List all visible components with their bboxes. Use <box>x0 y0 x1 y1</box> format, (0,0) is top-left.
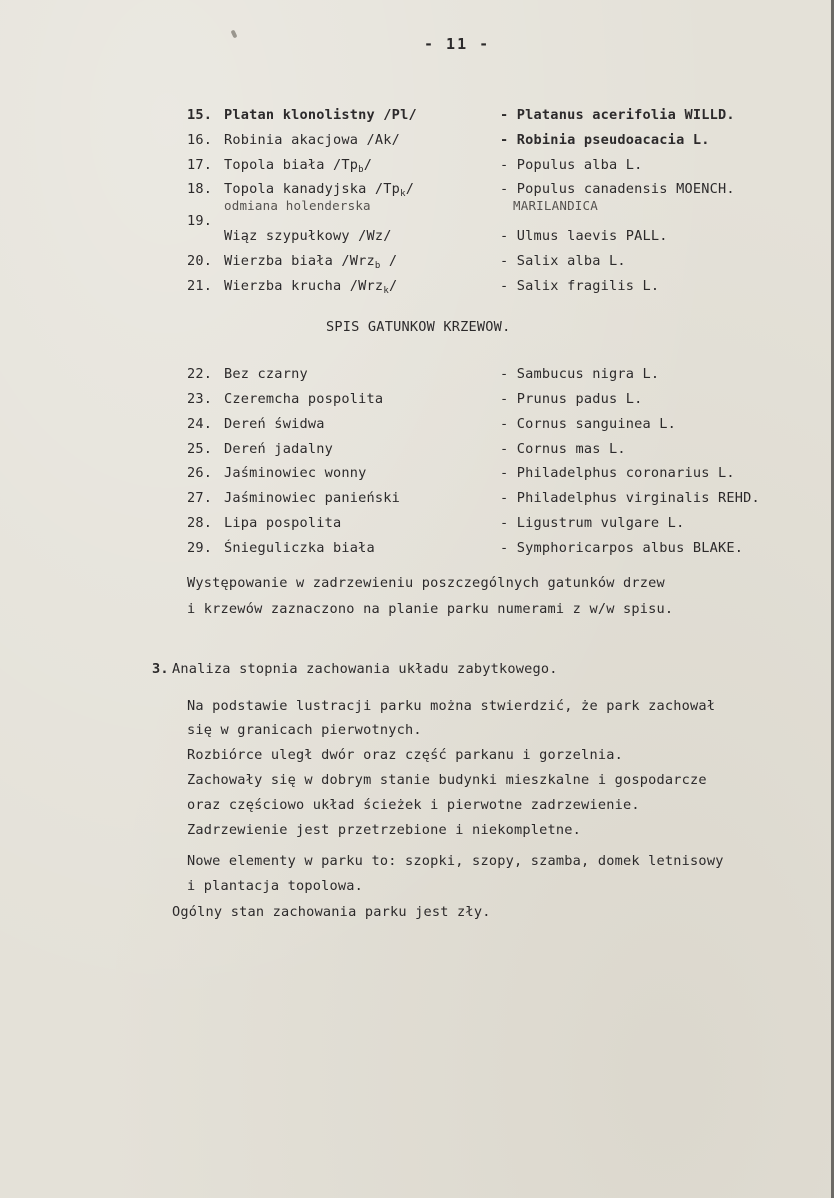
shrub-number: 26. <box>187 465 213 481</box>
tree-name: Wierzba biała /Wrz$_b$ / <box>224 253 398 271</box>
shrubs-heading: SPIS GATUNKOW KRZEWOW. <box>326 319 511 335</box>
tree-number: 15. <box>187 107 213 123</box>
tree-name: Wiąz szypułkowy /Wz/ <box>224 228 392 244</box>
shrub-latin: - Philadelphus virginalis REHD. <box>500 490 760 506</box>
shrub-latin: - Sambucus nigra L. <box>500 366 660 382</box>
shrub-name: Jaśminowiec panieński <box>224 490 401 506</box>
tree-number: 18. <box>187 181 213 197</box>
shrub-latin: - Symphoricarpos albus BLAKE. <box>500 540 744 556</box>
body-line: Nowe elementy w parku to: szopki, szopy, szamba, domek letnisowy <box>187 853 724 869</box>
tree-number: 16. <box>187 132 213 148</box>
shrub-number: 28. <box>187 515 213 531</box>
shrub-number: 27. <box>187 490 213 506</box>
body-line: Zadrzewienie jest przetrzebione i niekompletne. <box>187 822 582 838</box>
tree-latin: - Salix fragilis L. <box>500 278 660 294</box>
shrub-latin: - Ligustrum vulgare L. <box>500 515 685 531</box>
occurrence-note-line: i krzewów zaznaczono na planie parku numerami z w/w spisu. <box>187 601 674 617</box>
shrub-name: Lipa pospolita <box>224 515 342 531</box>
tree-number: 21. <box>187 278 213 294</box>
tree-number: 17. <box>187 157 213 173</box>
section-title: Analiza stopnia zachowania układu zabytkowego. <box>172 661 558 677</box>
tree-name: Robinia akacjowa /Ak/ <box>224 132 401 148</box>
shrub-latin: - Cornus mas L. <box>500 441 626 457</box>
tree-latin: - Platanus acerifolia WILLD. <box>500 107 735 123</box>
shrub-name: Dereń świdwa <box>224 416 325 432</box>
body-line: się w granicach pierwotnych. <box>187 722 422 738</box>
tree-latin: - Robinia pseudoacacia L. <box>500 132 710 148</box>
tree-latin: - Populus canadensis MOENCH. <box>500 181 735 197</box>
shrub-name: Jaśminowiec wonny <box>224 465 367 481</box>
tree-number: 19. <box>187 213 213 229</box>
shrub-number: 29. <box>187 540 213 556</box>
tree-name: odmiana holenderska <box>224 198 371 213</box>
body-line: Rozbiórce uległ dwór oraz część parkanu i gorzelnia. <box>187 747 623 763</box>
shrub-latin: - Philadelphus coronarius L. <box>500 465 735 481</box>
body-line: oraz częściowo układ ścieżek i pierwotne zadrzewienie. <box>187 797 640 813</box>
shrub-name: Dereń jadalny <box>224 441 333 457</box>
paper-mark <box>230 30 237 39</box>
page-number: - 11 - <box>424 35 491 53</box>
shrub-name: Śnieguliczka biała <box>224 540 375 556</box>
tree-latin: - Ulmus laevis PALL. <box>500 228 668 244</box>
occurrence-note-line: Występowanie w zadrzewieniu poszczególnych gatunków drzew <box>187 575 665 591</box>
tree-number: 20. <box>187 253 213 269</box>
tree-latin: - Salix alba L. <box>500 253 626 269</box>
tree-name: Topola biała $/Tp_b/$ <box>224 157 373 175</box>
body-line: Zachowały się w dobrym stanie budynki mieszkalne i gospodarcze <box>187 772 707 788</box>
shrub-latin: - Cornus sanguinea L. <box>500 416 677 432</box>
shrub-latin: - Prunus padus L. <box>500 391 643 407</box>
tree-name: Wierzba krucha /Wrz$_k$/ <box>224 278 398 296</box>
shrub-number: 24. <box>187 416 213 432</box>
body-line: Na podstawie lustracji parku można stwierdzić, że park zachował <box>187 698 716 714</box>
shrub-number: 23. <box>187 391 213 407</box>
conclusion-line: Ogólny stan zachowania parku jest zły. <box>172 904 491 920</box>
shrub-name: Bez czarny <box>224 366 308 382</box>
shrub-name: Czeremcha pospolita <box>224 391 384 407</box>
tree-latin: MARILANDICA <box>513 198 598 213</box>
tree-name: Topola kanadyjska $/Tp_k/$ <box>224 181 415 199</box>
body-line: i plantacja topolowa. <box>187 878 364 894</box>
shrub-number: 25. <box>187 441 213 457</box>
tree-latin: - Populus alba L. <box>500 157 643 173</box>
section-number: 3. <box>152 661 169 677</box>
tree-name: Platan klonolistny /Pl/ <box>224 107 417 123</box>
shrub-number: 22. <box>187 366 213 382</box>
